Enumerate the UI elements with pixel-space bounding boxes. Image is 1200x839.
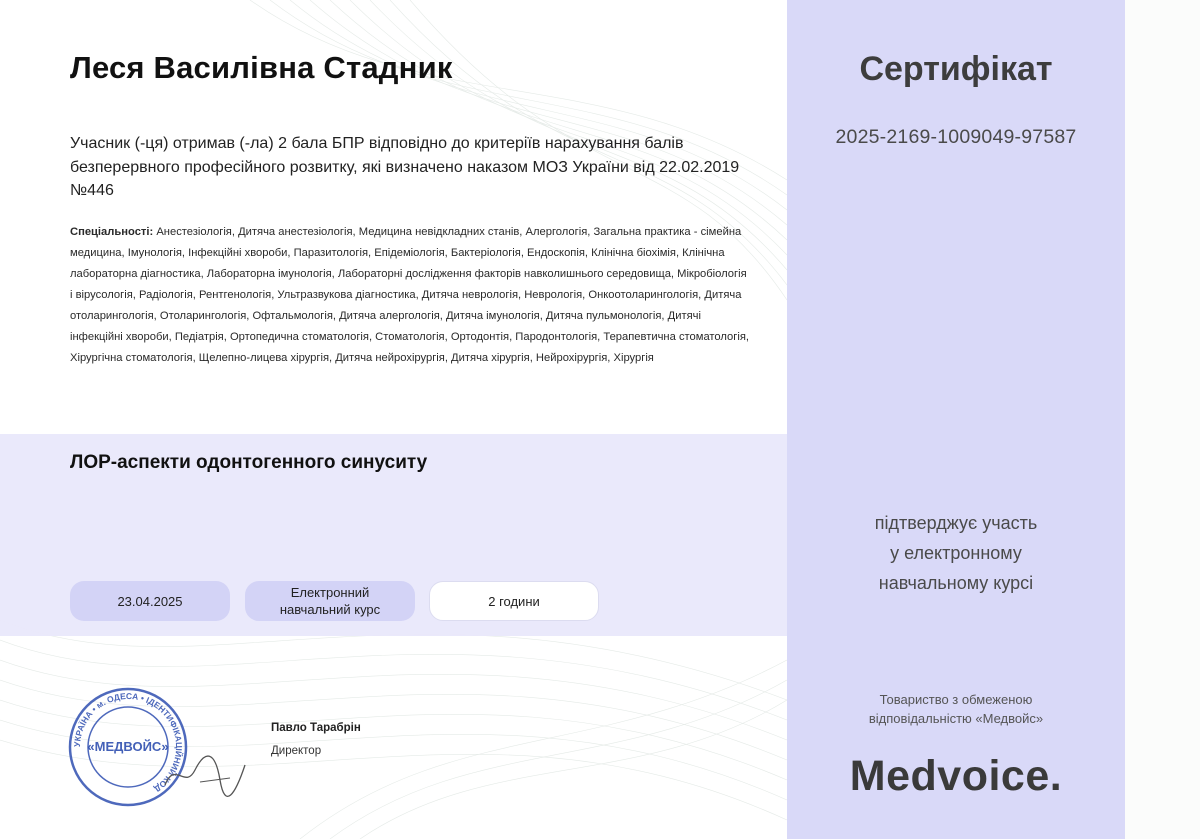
hours-badge: 2 години [429,581,599,621]
course-type-badge [245,581,415,621]
recipient-name: Леся Василівна Стадник [70,50,453,85]
company-line-2: відповідальністю «Медвойс» [868,711,1044,726]
confirmation-text [787,508,1125,598]
confirm-line-1: підтверджує участь [874,513,1038,533]
company-line-1: Товариство з обмеженою [879,692,1033,707]
specialties-label: Спеціальності: [70,226,154,238]
certificate-description: Учасник (-ця) отримав (-ла) 2 бала БПР відповідно до критеріїв нарахування балів безперервного професійного розвитку, які визначено наказом МОЗ України від 22.02.2019 №446 [70,135,740,199]
stamp-ring-text: УКРАЇНА • м. ОДЕСА • ІДЕНТИФІКАЦІЙНИЙ КОД [71,690,185,795]
director-signature [160,740,250,800]
stamp-center-text: «МЕДВОЙС» [87,739,169,754]
medvoice-logo: Medvoice. [849,752,1063,800]
company-name [787,690,1125,728]
specialties-block [70,222,750,369]
signer-name: Павло Тарабрін [271,722,361,734]
signer-role: Директор [271,745,322,757]
confirm-line-2: у електронному [890,543,1022,563]
confirm-line-3: навчальному курсі [878,573,1034,593]
course-title: ЛОР-аспекти одонтогенного синуситу [70,452,428,473]
course-type-label: Електронний навчальний курс [279,585,381,617]
certificate-title: Сертифікат [859,50,1053,88]
certificate-number: 2025-2169-1009049-97587 [835,126,1077,148]
date-badge: 23.04.2025 [70,581,230,621]
right-margin [1125,0,1200,839]
specialties-list: Анестезіологія, Дитяча анестезіологія, Медицина невідкладних станів, Алергологія, Загальна практика - сімейна медицина, Імунологія, Інфекційні хвороби, Паразитологія, Епідеміологія, Бактеріологія, Ендоскопія, Клінічна біохімія, Клінічна лабораторна діагностика, Лабораторна імунологія, Лабораторні дослідження факторів навколишнього середовища, Мікробіологія і вірусологія, Радіологія, Рентгенологія, Ультразвукова діагностика, Дитяча неврологія, Неврологія, Онкоотоларингологія, Дитяча отоларингологія, Отоларингологія, Офтальмологія, Дитяча алергологія, Дитяча імунологія, Дитяча пульмонологія, Дитячі інфекційні хвороби, Педіатрія, Ортопедична стоматологія, Стоматологія, Ортодонтія, Пародонтологія, Терапевтична стоматологія, Хірургічна стоматологія, Щелепно-лицева хірургія, Дитяча нейрохірургія, Дитяча хірургія, Нейрохірургія, Хірургія [70,226,750,364]
